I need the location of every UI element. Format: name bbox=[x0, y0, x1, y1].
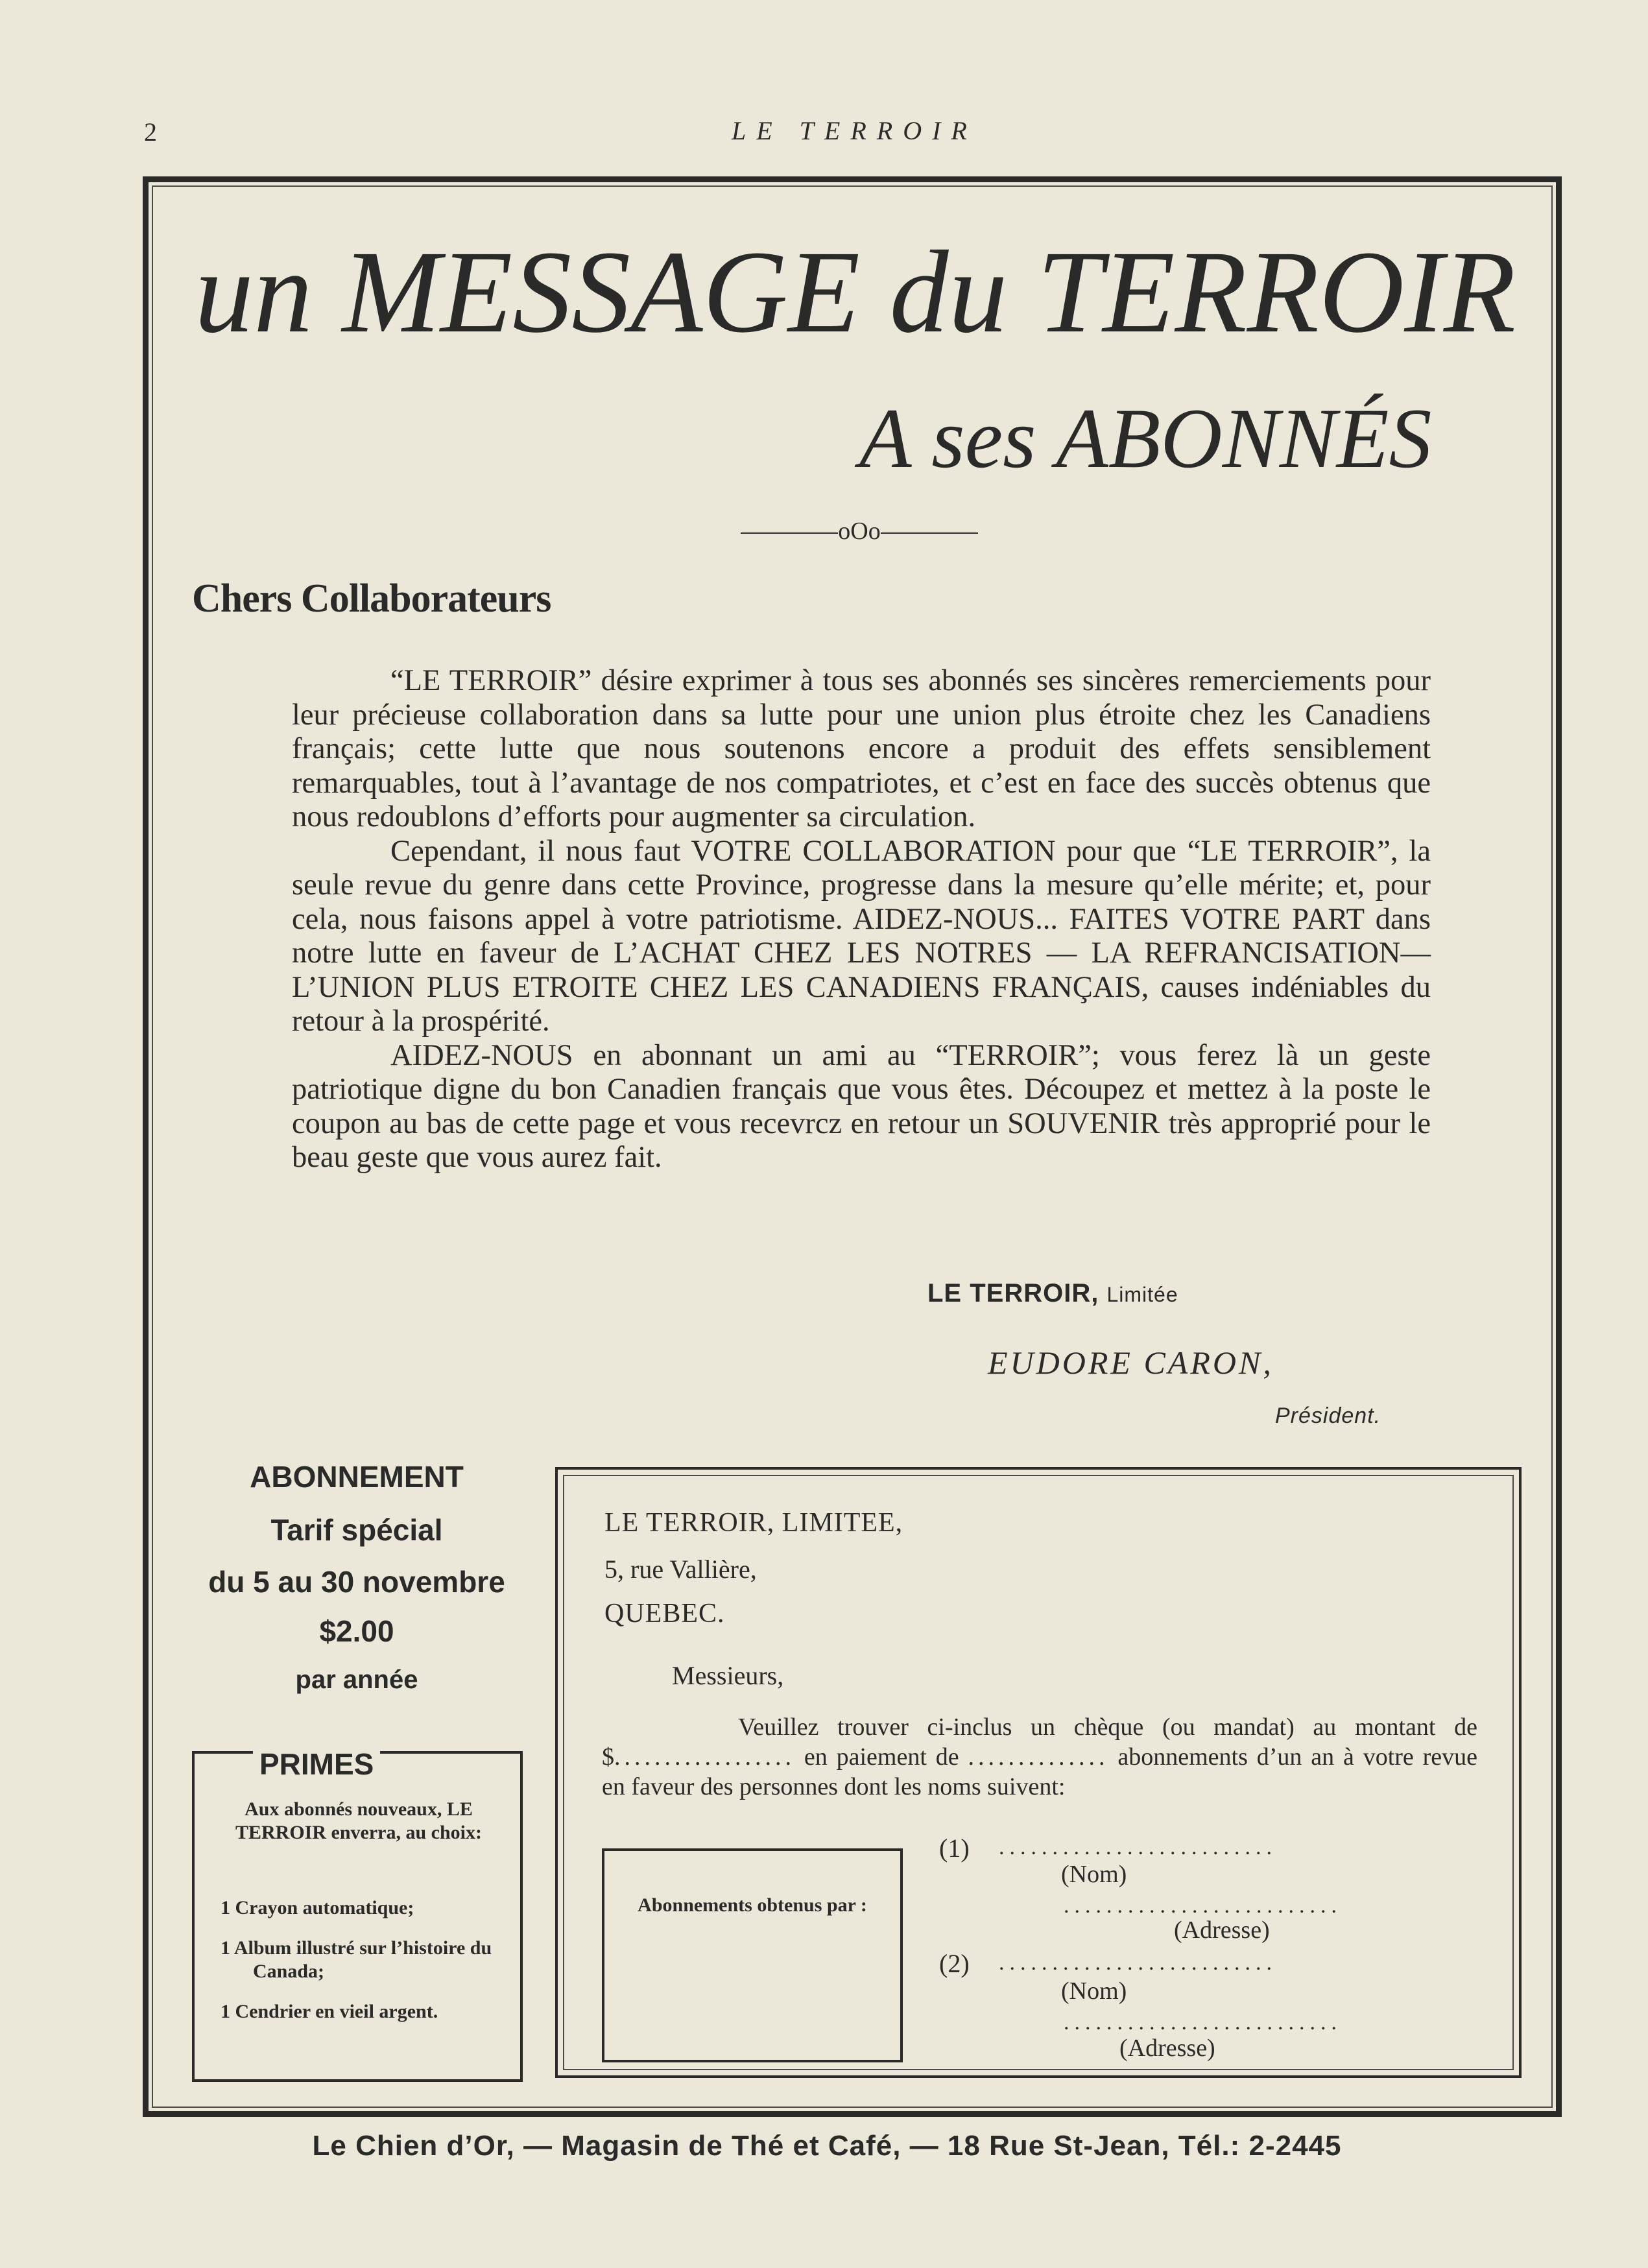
divider-rule-right bbox=[881, 532, 978, 534]
amount-field[interactable]: .................. bbox=[614, 1743, 795, 1771]
list-item: 1 Crayon automatique; bbox=[221, 1897, 414, 1918]
quantity-field[interactable]: .............. bbox=[968, 1743, 1109, 1771]
headline: un MESSAGE du TERROIR bbox=[195, 227, 1516, 357]
promo-title: ABONNEMENT bbox=[250, 1460, 464, 1494]
page-number: 2 bbox=[144, 117, 157, 147]
divider-rule-left bbox=[741, 532, 838, 534]
coupon-body-text: Veuillez trouver ci-inclus un chèque (ou mandat) au montant de $ bbox=[602, 1713, 1477, 1771]
entry-1-address-caption: (Adresse) bbox=[1174, 1916, 1270, 1944]
salutation: Chers Collaborateurs bbox=[192, 577, 551, 621]
coupon-body bbox=[602, 1712, 1477, 1802]
primes-intro: Aux abonnés nouveaux, LE TERROIR enverra, au choix: bbox=[235, 1798, 482, 1843]
entry-2-name-field[interactable]: .......................... bbox=[999, 1951, 1277, 1975]
running-title: LE TERROIR bbox=[732, 116, 977, 145]
entry-2-address-field[interactable]: .......................... bbox=[1064, 2011, 1342, 2035]
ornament-divider bbox=[723, 519, 996, 543]
list-item: 1 Cendrier en vieil argent. bbox=[221, 2001, 438, 2022]
subscription-promo bbox=[192, 1459, 521, 1695]
entry-1-name-caption: (Nom) bbox=[1061, 1861, 1127, 1888]
entry-1-label: (1) bbox=[939, 1833, 970, 1863]
obtained-by-box[interactable] bbox=[602, 1848, 903, 2062]
promo-price: $2.00 bbox=[319, 1614, 394, 1648]
signer-company-suffix: Limitée bbox=[1106, 1283, 1178, 1306]
coupon-city: QUEBEC. bbox=[604, 1599, 725, 1629]
coupon-body-text: en paiement de bbox=[804, 1743, 959, 1771]
entry-2-name-caption: (Nom) bbox=[1061, 1977, 1127, 2005]
entry-1-name-field[interactable]: .......................... bbox=[999, 1835, 1277, 1859]
paragraph: “LE TERROIR” désire exprimer à tous ses abonnés ses sincères remerciements pour leur précieuse collaboration dans sa lutte pour une union plus étroite chez les Canadiens français; cette lutte que nous soutenons encore a produit des effets sensiblement remarquables, tout à l’avantage de nos compatriotes, et c’est en face des succès obtenus que nous redoublons d’efforts pour augmenter sa circulation. bbox=[292, 664, 1431, 833]
list-item: 1 Album illustré sur l’histoire du Canada; bbox=[221, 1937, 492, 1982]
article-body bbox=[292, 664, 1431, 1175]
footer-advertisement: Le Chien d’Or, — Magasin de Thé et Café, — 18 Rue St-Jean, Tél.: 2-2445 bbox=[312, 2130, 1342, 2162]
coupon-addressee: LE TERROIR, LIMITEE, bbox=[604, 1508, 903, 1538]
signer-company bbox=[927, 1279, 1178, 1308]
primes-title: PRIMES bbox=[253, 1747, 380, 1782]
signer-company-name: LE TERROIR, bbox=[927, 1279, 1099, 1307]
entry-2-label: (2) bbox=[939, 1949, 970, 1978]
coupon-street: 5, rue Vallière, bbox=[604, 1555, 757, 1584]
promo-per: par année bbox=[295, 1665, 418, 1694]
entry-1-address-field[interactable]: .......................... bbox=[1064, 1894, 1342, 1918]
obtained-by-label: Abonnements obtenus par : bbox=[638, 1894, 867, 1916]
entry-2-address-caption: (Adresse) bbox=[1119, 2035, 1215, 2062]
promo-period: du 5 au 30 novembre bbox=[208, 1565, 505, 1599]
paragraph: AIDEZ-NOUS en abonnant un ami au “TERROIR”; vous ferez là un geste patriotique digne du bon Canadien français que vous êtes. Découpez et mettez à la poste le coupon au bas de cette page et vous recevrcz en retour un SOUVENIR très approprié pour le beau geste que vous aurez fait. bbox=[292, 1038, 1431, 1174]
coupon-greeting: Messieurs, bbox=[672, 1661, 784, 1690]
subhead: A ses ABONNÉS bbox=[859, 390, 1432, 486]
signer-name: EUDORE CARON, bbox=[988, 1344, 1274, 1381]
ornament-text: oOo bbox=[838, 518, 881, 545]
signer-title: Président. bbox=[1275, 1403, 1381, 1428]
coupon-body-text: abonnements d’un an à votre revue en faveur des personnes dont les noms suivent: bbox=[602, 1743, 1478, 1800]
promo-tarif: Tarif spécial bbox=[270, 1513, 443, 1547]
paragraph: Cependant, il nous faut VOTRE COLLABORATION pour que “LE TERROIR”, la seule revue du genre dans cette Province, progresse dans la mesure qu’elle mérite; et, pour cela, nous faisons appel à votre patriotisme. AIDEZ-NOUS... FAITES VOTRE PART dans notre lutte en faveur de L’ACHAT CHEZ LES NOTRES — LA REFRANCISATION—L’UNION PLUS ETROITE CHEZ LES CANADIENS FRANÇAIS, causes indéniables du retour à la prospérité. bbox=[292, 834, 1431, 1038]
primes-list bbox=[221, 1896, 506, 2040]
